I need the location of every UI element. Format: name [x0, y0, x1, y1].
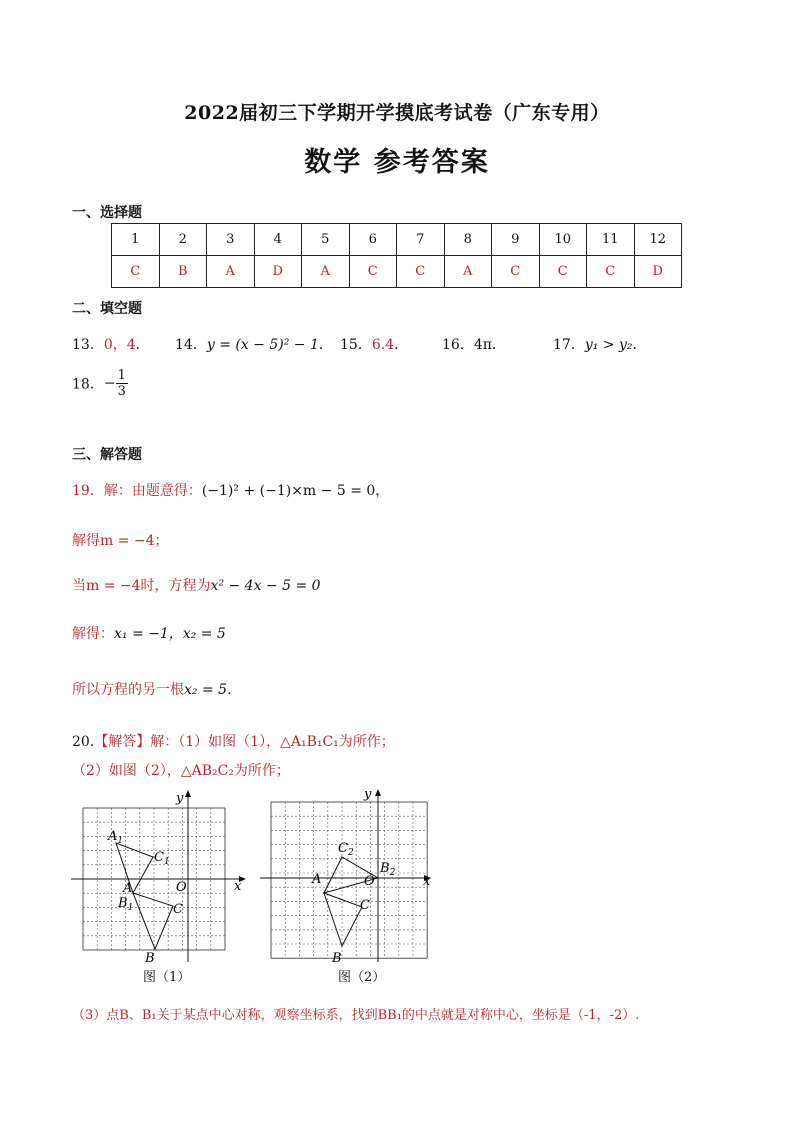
answer-value: y = (x − 5)² − 1: [206, 337, 319, 353]
figure-1-coordinate-grid: [66, 786, 256, 964]
y-axis-arrow-icon: [185, 790, 191, 797]
question-number-cell: 11: [587, 224, 635, 256]
q20-part1: 解：（1）如图（1），△A₁B₁C₁为所作；: [150, 734, 395, 750]
q19-line-1: [72, 480, 389, 500]
page-title: 2022届初三下学期开学摸底考试卷（广东专用）: [184, 102, 610, 124]
question-number-row: [112, 224, 682, 256]
section-heading-solve: 三、解答题: [72, 447, 142, 463]
answer-cell: A: [444, 256, 492, 288]
x-axis-label: x: [234, 879, 242, 894]
question-number: 15．: [340, 337, 372, 353]
q19-roots: x₁ = −1，x₂ = 5: [114, 626, 226, 642]
q19-other-root: x₂ = 5．: [184, 682, 242, 698]
answer-cell: C: [539, 256, 587, 288]
answer-value: 6.4: [371, 337, 395, 353]
y-axis-label: y: [176, 791, 184, 806]
question-number: 17．: [553, 337, 585, 353]
fraction-numerator: 1: [117, 368, 126, 383]
figure-2-coordinate-grid: [258, 786, 438, 964]
answer-cell: A: [302, 256, 350, 288]
section-heading-fill: 二、填空题: [72, 301, 142, 317]
figure-1-caption: 图（1）: [143, 970, 191, 985]
question-number-cell: 6: [349, 224, 397, 256]
question-number-cell: 10: [539, 224, 587, 256]
answer-value: y₁ > y₂: [584, 337, 633, 353]
point-C-label: C: [173, 902, 183, 917]
question-number-cell: 1: [112, 224, 160, 256]
fill-answer-13: 13．0，4．: [72, 337, 150, 353]
q19-line-5: [72, 679, 241, 699]
q19-line-3: [72, 575, 321, 595]
answer-cell: D: [254, 256, 302, 288]
y-axis-label: y: [364, 787, 372, 802]
question-number: 14．: [175, 337, 207, 353]
q19-line-4: [72, 623, 226, 643]
q20-number: 20.: [72, 734, 95, 750]
answer-cell: D: [634, 256, 682, 288]
question-number-cell: 12: [634, 224, 682, 256]
point-C2-label: $C_2$: [338, 841, 354, 858]
fill-answer-17: 17．y₁ > y₂．: [553, 337, 647, 353]
choice-answer-table: [111, 223, 682, 288]
point-B2-label: $B_2$: [380, 861, 396, 878]
section-heading-choice: 一、选择题: [72, 205, 142, 221]
q19-conclusion-text: 所以方程的另一根: [72, 682, 184, 698]
q19-line-2: 解得m = −4；: [72, 533, 169, 549]
minus-sign: −: [103, 375, 116, 392]
fraction: [116, 368, 128, 399]
question-number: 16．: [442, 337, 474, 353]
answer-row: [112, 256, 682, 288]
point-A1-label: $A_1$: [108, 829, 124, 846]
fill-answer-14: 14．y = (x − 5)² − 1．: [175, 337, 333, 353]
q19-intro: 19．解：由题意得：: [72, 483, 202, 499]
point-A-label: A: [312, 872, 322, 887]
fill-answer-16: 16．4π．: [442, 337, 506, 353]
figure-2-caption: 图（2）: [338, 970, 386, 985]
q20-line-1: [72, 731, 395, 751]
point-A-label: A: [123, 881, 133, 896]
question-number-cell: 2: [159, 224, 207, 256]
x-axis-label: x: [423, 874, 431, 889]
answer-cell: C: [112, 256, 160, 288]
question-number-cell: 8: [444, 224, 492, 256]
q20-answer-tag: 【解答】: [94, 734, 151, 750]
answer-cell: C: [397, 256, 445, 288]
question-number-cell: 4: [254, 224, 302, 256]
q19-equation: (−1)² + (−1)×m − 5 = 0，: [201, 483, 390, 499]
q20-line-2: （2）如图（2），△AB₂C₂为所作；: [72, 763, 290, 779]
fill-answer-18: [72, 368, 128, 399]
answer-value: 4π: [473, 337, 492, 353]
question-number-cell: 3: [207, 224, 255, 256]
answer-cell: C: [587, 256, 635, 288]
q19-solve-text: 解得：: [72, 626, 114, 642]
q20-line-3: （3）点B、B₁关于某点中心对称，观察坐标系，找到BB₁的中点就是对称中心，坐标是（-1，-2）.: [72, 1008, 640, 1023]
q19-when-text: 当m = −4时，方程为: [72, 578, 211, 594]
point-B-label: B: [332, 951, 342, 964]
origin-label: O: [364, 874, 375, 889]
point-B1-label: $B_1$: [118, 896, 134, 913]
grid-lines: [271, 802, 427, 958]
triangle-ABC: [133, 893, 173, 949]
question-number-cell: 7: [397, 224, 445, 256]
page-subtitle: 数学 参考答案: [304, 147, 490, 178]
question-number-cell: 9: [492, 224, 540, 256]
q19-equation-2: x² − 4x − 5 = 0: [210, 578, 321, 594]
question-number-cell: 5: [302, 224, 350, 256]
point-B-label: B: [145, 951, 155, 964]
origin-label: O: [176, 880, 187, 895]
fraction-denominator: 3: [117, 384, 126, 399]
fill-answer-15: 15．6.4．: [340, 337, 409, 353]
answer-cell: C: [492, 256, 540, 288]
answer-value: 0，4: [103, 337, 136, 353]
point-C1-label: $C_1$: [154, 850, 170, 867]
answer-cell: A: [207, 256, 255, 288]
answer-cell: B: [159, 256, 207, 288]
answer-cell: C: [349, 256, 397, 288]
point-C-label: C: [360, 898, 370, 913]
y-axis-arrow-icon: [375, 789, 381, 796]
question-number: 18．: [72, 376, 104, 393]
question-number: 13．: [72, 337, 104, 353]
